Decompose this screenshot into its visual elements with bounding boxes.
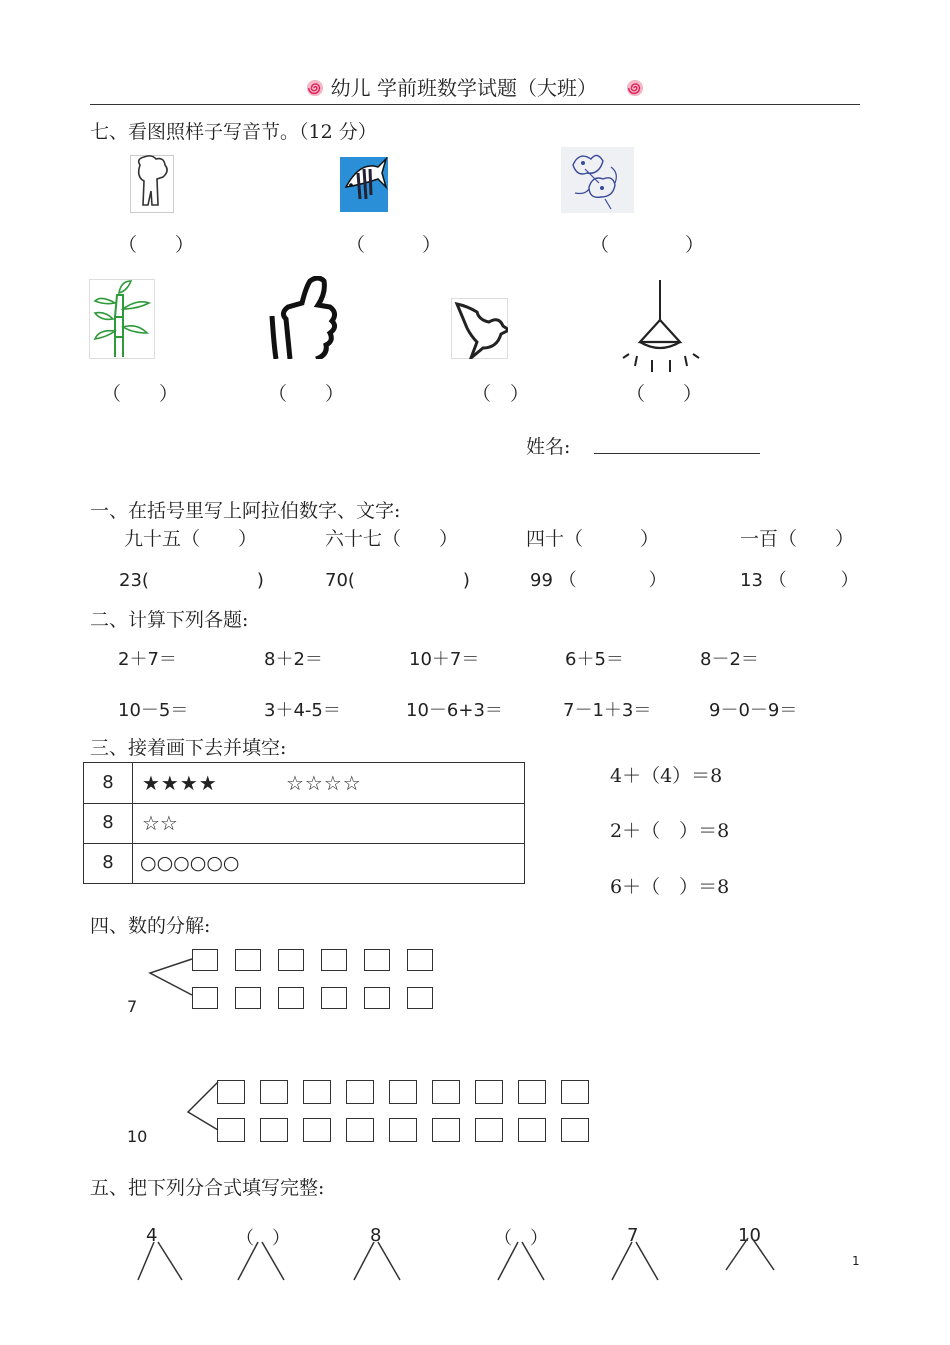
branch-lines (148, 955, 194, 997)
page-header (0, 72, 950, 101)
drawing-table (83, 762, 525, 884)
answer-box[interactable] (346, 1080, 374, 1104)
answer-box[interactable] (407, 949, 433, 971)
answer-box[interactable] (561, 1118, 589, 1142)
lamp-picture (615, 280, 705, 375)
answer-box[interactable] (321, 949, 347, 971)
section3-title: 三、接着画下去并填空: (90, 737, 287, 759)
tree-picture (130, 155, 174, 213)
split-top[interactable]: （ ） (236, 1228, 290, 1249)
equation[interactable]: 9－0－9＝ (709, 700, 798, 721)
table-row[interactable] (84, 843, 524, 883)
answer-box[interactable] (217, 1080, 245, 1104)
answer-box[interactable] (278, 987, 304, 1009)
section2-title: 二、计算下列各题: (90, 609, 249, 631)
number-10: 10 (127, 1127, 148, 1146)
answer-box[interactable] (192, 987, 218, 1009)
split-lines (610, 1240, 660, 1282)
swirl-icon (306, 79, 324, 97)
equation[interactable]: 6＋5＝ (565, 649, 624, 670)
section4-title: 四、数的分解: (90, 915, 211, 937)
answer-box[interactable] (475, 1118, 503, 1142)
section7-title: 七、看图照样子写音节。（12 分） (90, 121, 377, 143)
answer-blank[interactable]: （ ） (102, 383, 179, 405)
page-number: 1 (852, 1254, 860, 1268)
equation[interactable]: 8－2＝ (700, 649, 759, 670)
answer-box[interactable] (192, 949, 218, 971)
section1-title: 一、在括号里写上阿拉伯数字、文字: (90, 500, 401, 522)
equation[interactable]: 10－6+3＝ (406, 700, 503, 721)
page-title: 幼儿 学前班数学试题（大班） (330, 76, 597, 100)
answer-box[interactable] (235, 949, 261, 971)
bird-picture (451, 298, 508, 359)
question-item[interactable]: 23( ) (119, 570, 264, 591)
split-top: 10 (738, 1225, 761, 1246)
answer-box[interactable] (346, 1118, 374, 1142)
swirl-icon (626, 79, 644, 97)
equation[interactable]: 10＋7＝ (409, 649, 480, 670)
split-top: 4 (146, 1225, 158, 1246)
answer-blank[interactable]: （ ） (472, 383, 530, 405)
empty-stars: ☆☆ (142, 811, 178, 835)
question-item[interactable]: 99 （ ） (530, 570, 667, 591)
equation[interactable]: 2＋（ ）＝8 (610, 820, 730, 842)
answer-blank[interactable]: （ ） (268, 383, 345, 405)
header-divider (90, 104, 860, 105)
split-lines (136, 1240, 186, 1282)
split-top: 7 (627, 1225, 639, 1246)
question-item[interactable]: 四十（ ） (526, 528, 660, 550)
row-number: 8 (84, 803, 133, 843)
split-lines (724, 1236, 776, 1272)
equation: 4＋（4）＝8 (610, 765, 723, 787)
thumb-picture (268, 276, 338, 359)
answer-box[interactable] (260, 1080, 288, 1104)
answer-box[interactable] (561, 1080, 589, 1104)
split-top: 8 (370, 1225, 382, 1246)
table-row[interactable] (84, 803, 524, 844)
answer-box[interactable] (364, 987, 390, 1009)
answer-box[interactable] (235, 987, 261, 1009)
answer-box[interactable] (364, 949, 390, 971)
split-lines (352, 1240, 402, 1282)
row-number: 8 (84, 843, 133, 883)
equation[interactable]: 6＋（ ）＝8 (610, 876, 730, 898)
answer-box[interactable] (407, 987, 433, 1009)
answer-blank[interactable]: （ ） (626, 383, 703, 405)
empty-stars: ☆☆☆☆ (286, 771, 362, 795)
answer-blank[interactable]: （ ） (346, 234, 442, 256)
question-item[interactable]: 70( ) (325, 570, 470, 591)
equation[interactable]: 10－5＝ (118, 700, 189, 721)
question-item[interactable]: 一百（ ） (740, 528, 855, 550)
flower-picture (561, 147, 634, 213)
split-top[interactable]: （ ） (494, 1228, 548, 1249)
table-row (84, 763, 524, 804)
filled-stars: ★★★★ (142, 771, 218, 795)
row-number: 8 (84, 763, 133, 803)
equation[interactable]: 8＋2＝ (264, 649, 323, 670)
answer-box[interactable] (389, 1118, 417, 1142)
answer-box[interactable] (432, 1118, 460, 1142)
section5-title: 五、把下列分合式填写完整: (90, 1177, 325, 1199)
answer-box[interactable] (260, 1118, 288, 1142)
equation[interactable]: 7－1＋3＝ (563, 700, 652, 721)
split-lines (496, 1240, 546, 1282)
answer-box[interactable] (303, 1118, 331, 1142)
answer-box[interactable] (432, 1080, 460, 1104)
question-item[interactable]: 六十七（ ） (325, 528, 459, 550)
question-item[interactable]: 13 （ ） (740, 570, 859, 591)
equation[interactable]: 3＋4-5＝ (264, 700, 341, 721)
answer-blank[interactable]: （ ） (118, 234, 195, 256)
name-label: 姓名: (526, 436, 571, 458)
branch-lines (186, 1080, 220, 1140)
name-field[interactable] (594, 453, 760, 454)
circles: ○○○○○○ (140, 852, 240, 874)
answer-box[interactable] (278, 949, 304, 971)
answer-box[interactable] (518, 1080, 546, 1104)
equation[interactable]: 2＋7＝ (118, 649, 177, 670)
split-lines (236, 1240, 286, 1282)
answer-box[interactable] (389, 1080, 417, 1104)
answer-box[interactable] (518, 1118, 546, 1142)
answer-box[interactable] (475, 1080, 503, 1104)
question-item[interactable]: 九十五（ ） (124, 528, 258, 550)
fish-picture (340, 157, 388, 212)
answer-blank[interactable]: （ ） (590, 234, 705, 256)
answer-box[interactable] (321, 987, 347, 1009)
answer-box[interactable] (303, 1080, 331, 1104)
number-7: 7 (127, 997, 138, 1016)
answer-box[interactable] (217, 1118, 245, 1142)
bamboo-picture (89, 279, 155, 359)
